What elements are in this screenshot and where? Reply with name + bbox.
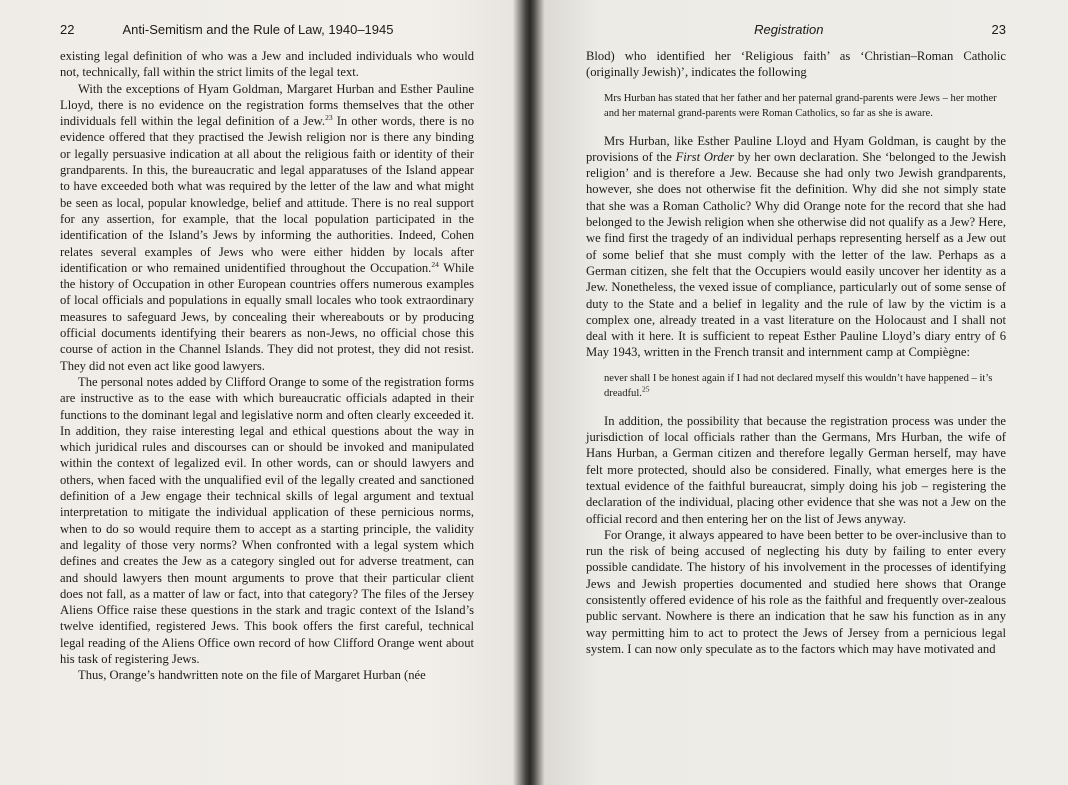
left-page-body [60, 48, 474, 684]
block-quote [604, 91, 1006, 121]
footnote-ref: 25 [641, 384, 650, 394]
right-page-header [586, 22, 1006, 48]
right-page [546, 0, 1068, 785]
running-head: Anti-Semitism and the Rule of Law, 1940–1945 [122, 22, 394, 37]
block-quote [604, 371, 1006, 401]
paragraph-text: by her own declaration. She ‘belonged to the Jewish religion’ and is therefore a Jew. Because she had only two Jewish grandparents, however, she does not otherwise fit the definition. Why did she not simply state that she was a Roman Catholic? Why did Orange note for the record that she had belonged to the Jewish religion when she otherwise did not qualify as a Jew? Here, we find first the tragedy of an individual perhaps representing herself as a Jew out of some belief that she must comply with the letter of the law. Perhaps as a German citizen, she felt that the Occupiers would easily uncover her identity as a Jew. Nonetheless, the vexed issue of compliance, particularly out of some sense of duty to the State and a belief in legality and the rule of law by the victim is a complex one, already treated in a vast literature on the Holocaust and I shall not deal with it here. It is sufficient to repeat Esther Pauline Lloyd’s diary entry of 6 May 1943, written in the French transit and internment camp at Compiègne: [586, 149, 1006, 360]
paragraph-text: In other words, there is no evidence offered that they practised the Jewish religion nor is there any binding or legally persuasive indication at all about the religious faith or identity of their grandparents. In this, the bureaucratic and legal apparatuses of the Island appear to have exceeded both what was required by the letter of the law and what might be seen as local, popular knowledge, belief and attitude. There is no real support for any assertion, for example, that the local population participated in the identification of the Island’s Jews by informing the authorities. Indeed, Cohen relates several examples of Jews who were either hidden by locals after identification or who remained unidentified throughout the Occupation. [60, 114, 474, 275]
page-number: 23 [991, 22, 1006, 37]
quote-text [604, 371, 1006, 401]
paragraph [586, 133, 1006, 361]
quote-body: never shall I be honest again if I had not declared myself this wouldn’t have happened – it’s dreadful. [604, 372, 993, 399]
footnote-ref: 24 [431, 259, 439, 269]
paragraph: Blod) who identified her ‘Religious faith’ as ‘Christian–Roman Catholic (originally Jewish)’, indicates the following [586, 49, 1006, 80]
quote-text: Mrs Hurban has stated that her father and her paternal grand-parents were Jews – her mother and her maternal grand-parents were Roman Catholics, so far as she is aware. [604, 92, 997, 119]
footnote-ref: 23 [325, 113, 333, 122]
paragraph: Thus, Orange’s handwritten note on the file of Margaret Hurban (née [78, 668, 426, 683]
paragraph: existing legal definition of who was a Jew and included individuals who would not, technically, fall within the strict limits of the legal text. [60, 49, 474, 80]
left-page-header [60, 22, 474, 48]
paragraph: The personal notes added by Clifford Orange to some of the registration forms are instructive as to the ease with which bureaucratic officials adapted in their functions to the dominant legal and legislative norm and often clearly exceeded it. In addition, they raise interesting legal and ethical questions about the way in which juridical rules and discourses can or should be invoked and manipulated within the context of legalized evil. In other words, can or should lawyers and others, when faced with the unqualified evil of the legally created and sanctioned definition of a Jew engage their technical skills of legal argument and textual interpretation to mitigate the individual application of these pernicious norms, when to do so would require them to accept as a starting principle, the validity and legality of those very norms? When confronted with a legal system which defines and creates the Jew as a category singled out for adverse treatment, can and should lawyers then mount arguments to prove that their particular client does not fall, as a matter of law or fact, into that category? The files of the Jersey Aliens Office raise these questions in the stark and tragic context of the Island’s twelve identified, registered Jews. This book offers the first careful, technical legal reading of the Aliens Office own record of how Clifford Orange went about his task of registering Jews. [60, 374, 474, 666]
paragraph-text: While the history of Occupation in other European countries offers numerous examples of local officials and populations in equally small locales who took extraordinary measures to safeguard Jews, by concealing their whereabouts or by producing official documents identifying their bearers as non-Jews, no official chose this course of action in the Channel Islands. They did not protest, they did not resist. They did not even act like good lawyers. [60, 260, 474, 373]
paragraph-text: Mrs Hurban, like Esther Pauline Lloyd and Hyam Goldman, is caught by the provisions of the [586, 133, 1006, 164]
paragraph: In addition, the possibility that because the registration process was under the jurisdiction of local officials rather than the Germans, Mrs Hurban, the wife of Hans Hurban, a German citizen and therefore legally German herself, may have felt more protected, should also be considered. Finally, what emerges here is the textual evidence of the faithful bureaucrat, simply doing his job – registering the declaration of the individual, placing other evidence that she was not a Jew on the official record and then entering her on the list of Jews anyway. [586, 413, 1006, 526]
italic-title: First Order [675, 149, 735, 164]
page-number: 22 [60, 22, 75, 37]
paragraph-text: With the exceptions of Hyam Goldman, Margaret Hurban and Esther Pauline Lloyd, there is no evidence on the registration forms themselves that the other individuals fell within the legal definition of a Jew. [60, 81, 474, 129]
left-page [0, 0, 520, 785]
paragraph [60, 81, 474, 374]
paragraph: For Orange, it always appeared to have been better to be over-inclusive than to run the risk of being accused of neglecting his duty by failing to enter every possible candidate. The history of his involvement in the processes of identifying Jews and Jewish properties documented and studied here shows that Orange consistently offered evidence of his role as the faithful and frequently over-zealous public servant. Nowhere is there an indication that he saw his function as in any way permitting him to act to protect the Jews of Jersey from a pernicious legal system. I can now only speculate as to the factors which may have motivated and [586, 527, 1006, 656]
running-head: Registration [754, 22, 824, 37]
right-page-body [586, 48, 1006, 657]
